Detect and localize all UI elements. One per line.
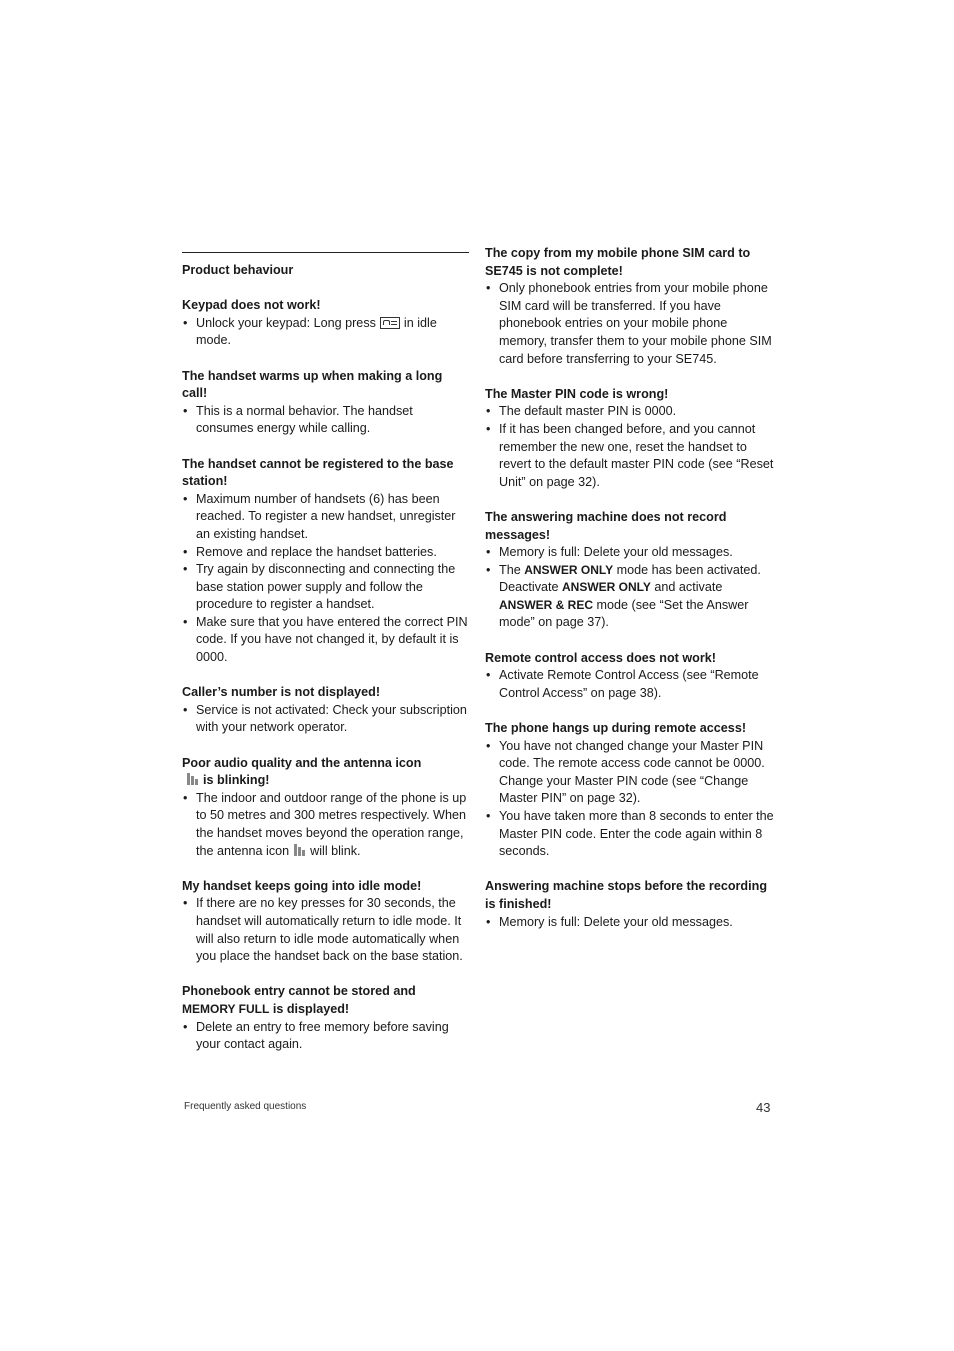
faq-remote-hangup	[485, 720, 775, 861]
faq-bullet: • Try again by disconnecting and connecting the base station power supply and follow the procedure to register a handset.	[182, 561, 470, 614]
right-column	[485, 245, 775, 949]
faq-recording-stops	[485, 878, 775, 931]
faq-bullet: • Only phonebook entries from your mobile phone SIM card will be transferred. If you have phonebook entries on your mobile phone memory, transfer them to your mobile phone SIM card before transferring to your SE745.	[485, 280, 775, 368]
footer-section-label: Frequently asked questions	[184, 1101, 307, 1112]
faq-bullet: • If there are no key presses for 30 seconds, the handset will automatically return to idle mode. It will also return to idle mode automatically when you place the handset back on the base station.	[182, 895, 470, 965]
faq-heading: The phone hangs up during remote access!	[485, 721, 747, 736]
page-number: 43	[756, 1100, 771, 1115]
faq-heading: Caller’s number is not displayed!	[182, 685, 381, 700]
faq-bullet: • The indoor and outdoor range of the phone is up to 50 metres and 300 metres respectively. When the handset moves beyond the operation range, the antenna icon will blink.	[182, 790, 470, 860]
faq-caller-number	[182, 684, 470, 737]
faq-register	[182, 456, 470, 667]
faq-bullet: • Unlock your keypad: Long press in idle mode.	[182, 315, 470, 350]
faq-sim-copy	[485, 245, 775, 368]
page-title: Product behaviour	[182, 263, 294, 277]
faq-remote-control	[485, 650, 775, 703]
faq-bullet: • Memory is full: Delete your old messages.	[485, 914, 775, 932]
faq-heading: Answering machine stops before the recording is finished!	[485, 879, 768, 911]
faq-heading: The copy from my mobile phone SIM card to SE745 is not complete!	[485, 246, 751, 278]
faq-bullet: • Service is not activated: Check your subscription with your network operator.	[182, 702, 470, 737]
faq-bullet: • Remove and replace the handset batteries.	[182, 544, 470, 562]
faq-heading: Remote control access does not work!	[485, 650, 716, 665]
faq-heading: The handset cannot be registered to the base station!	[182, 456, 454, 489]
faq-bullet: • The default master PIN is 0000.	[485, 403, 775, 421]
faq-bullet: • Maximum number of handsets (6) has been reached. To register a new handset, unregister an existing handset.	[182, 491, 470, 544]
faq-idle-mode	[182, 878, 470, 966]
faq-answering-record	[485, 509, 775, 632]
faq-bullet: • Make sure that you have entered the correct PIN code. If you have not changed it, by default it is 0000.	[182, 614, 470, 667]
faq-heading: Keypad does not work!	[182, 298, 321, 313]
faq-handset-warms	[182, 368, 470, 438]
faq-master-pin	[485, 386, 775, 492]
faq-bullet: • You have not changed change your Master PIN code. The remote access code cannot be 0000. Change your Master PIN code (see “Change Master PIN” on page 32).	[485, 738, 775, 808]
faq-bullet: • You have taken more than 8 seconds to enter the Master PIN code. Enter the code again within 8 seconds.	[485, 808, 775, 861]
antenna-icon	[294, 844, 305, 856]
faq-audio-quality	[182, 755, 470, 861]
faq-heading: The handset warms up when making a long call!	[182, 368, 443, 401]
faq-heading: My handset keeps going into idle mode!	[182, 878, 422, 893]
keypad-lock-icon	[380, 317, 400, 329]
faq-heading: The answering machine does not record messages!	[485, 509, 727, 542]
faq-heading: The Master PIN code is wrong!	[485, 386, 669, 401]
antenna-icon	[187, 773, 198, 785]
faq-bullet: • This is a normal behavior. The handset consumes energy while calling.	[182, 403, 470, 438]
faq-bullet: • The ANSWER ONLY mode has been activated. Deactivate ANSWER ONLY and activate ANSWER & REC mode (see “Set the Answer mode” on page 37).	[485, 562, 775, 632]
faq-bullet: • Memory is full: Delete your old messages.	[485, 544, 775, 562]
faq-bullet: • Activate Remote Control Access (see “Remote Control Access” on page 38).	[485, 667, 775, 702]
faq-bullet: • Delete an entry to free memory before saving your contact again.	[182, 1019, 470, 1054]
faq-heading: Phonebook entry cannot be stored and MEMORY FULL is displayed!	[182, 984, 416, 1016]
faq-phonebook-full	[182, 983, 470, 1053]
left-column	[182, 245, 470, 1071]
faq-heading: Poor audio quality and the antenna icon is blinking!	[182, 755, 422, 788]
faq-keypad	[182, 297, 470, 350]
faq-bullet: • If it has been changed before, and you cannot remember the new one, reset the handset to revert to the default master PIN code (see “Reset Unit” on page 32).	[485, 421, 775, 491]
